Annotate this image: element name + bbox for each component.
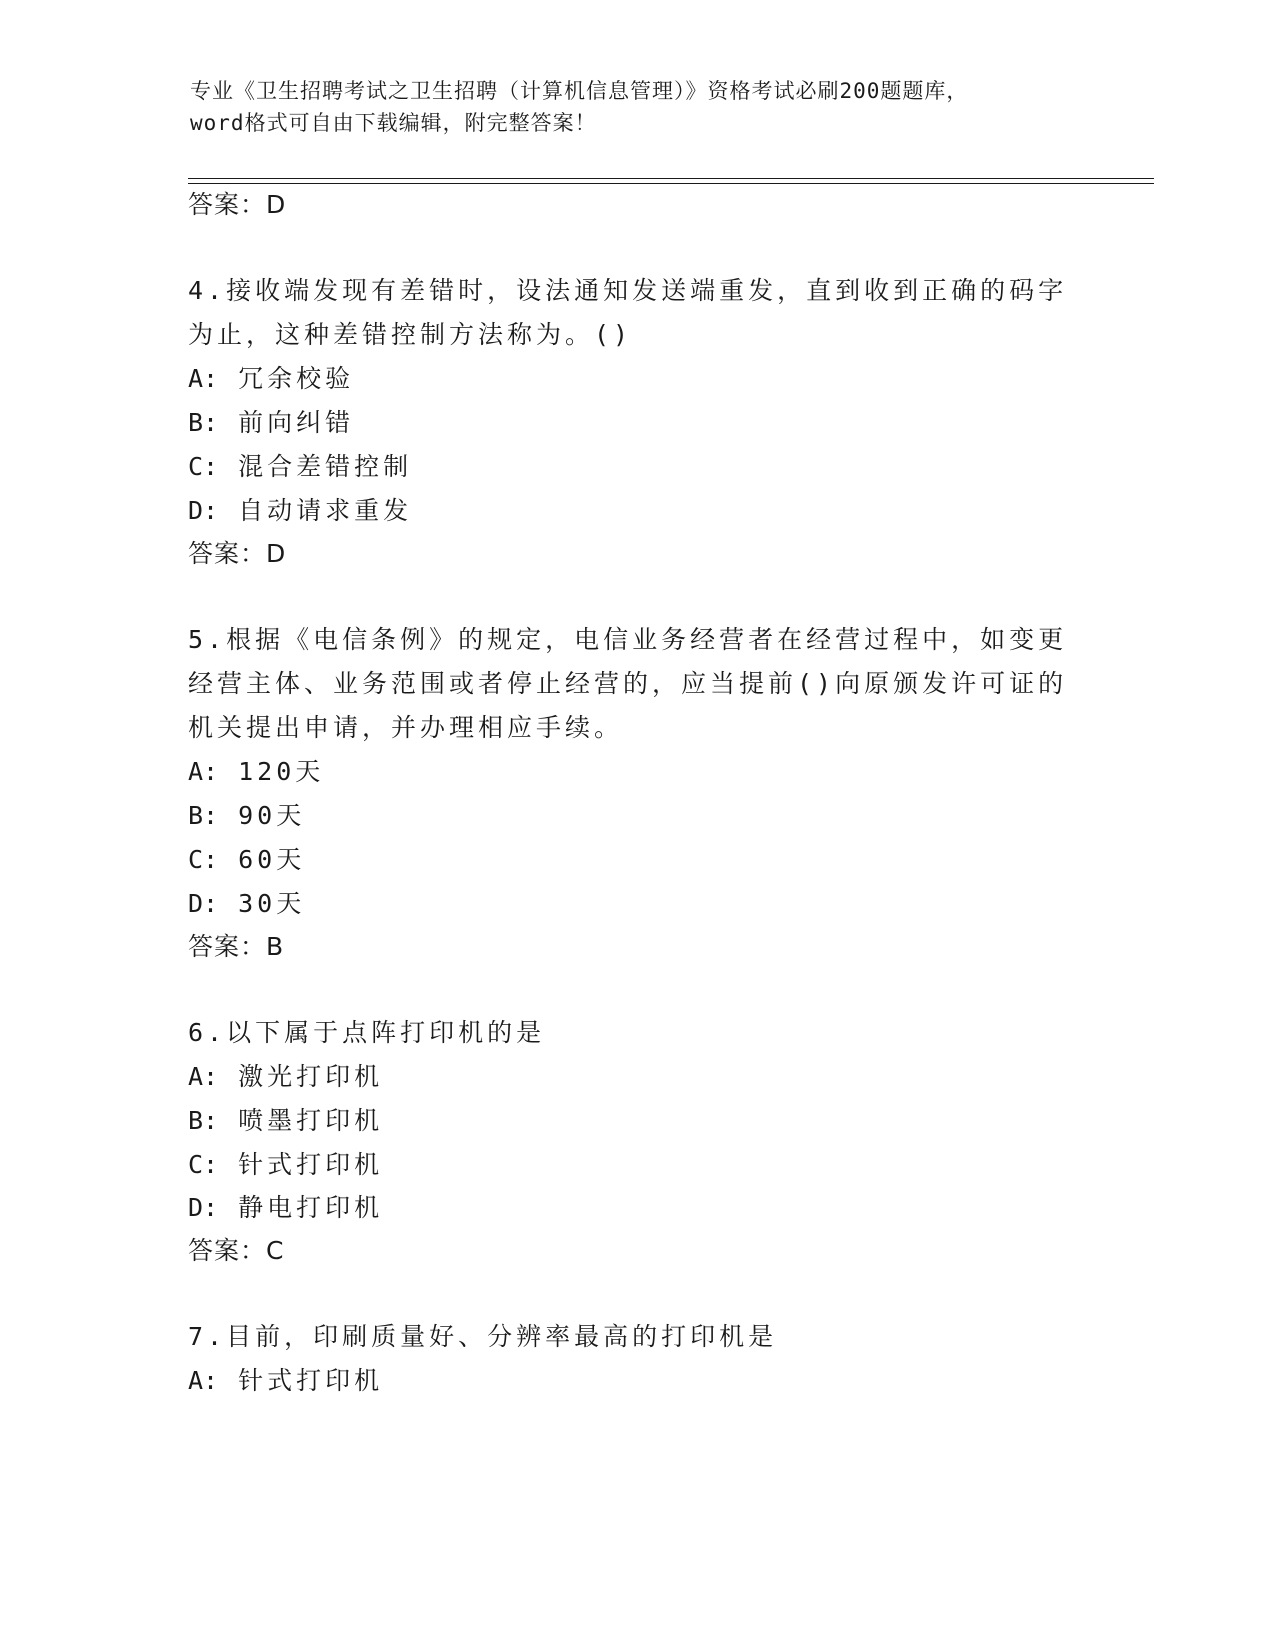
question-6-option-b	[188, 1106, 383, 1136]
question-4-option-d	[188, 496, 412, 526]
question-5-option-d	[188, 889, 305, 919]
option-text: 激光打印机	[238, 1062, 384, 1091]
option-key: A:	[188, 1062, 219, 1091]
header-line-1: 专业《卫生招聘考试之卫生招聘（计算机信息管理）》资格考试必刷200题题库，	[190, 79, 969, 103]
question-6-stem-line-1: 6.以下属于点阵打印机的是	[188, 1018, 546, 1047]
option-text: 60天	[238, 845, 306, 874]
option-key: A:	[188, 757, 219, 786]
option-text: 前向纠错	[238, 408, 355, 437]
option-text: 针式打印机	[238, 1150, 384, 1179]
question-4-stem-line-1: 4.接收端发现有差错时，设法通知发送端重发，直到收到正确的码字	[188, 276, 1068, 305]
header-divider-bottom	[188, 183, 1154, 184]
question-5-stem-line-2: 经营主体、业务范围或者停止经营的，应当提前()向原颁发许可证的	[188, 669, 1068, 698]
option-key: C:	[188, 845, 219, 874]
question-5-option-c	[188, 845, 305, 875]
option-key: D:	[188, 1193, 219, 1222]
question-4-stem-line-2: 为止，这种差错控制方法称为。()	[188, 320, 633, 349]
option-text: 针式打印机	[238, 1366, 384, 1395]
option-text: 自动请求重发	[238, 496, 413, 525]
option-key: D:	[188, 889, 219, 918]
option-key: A:	[188, 364, 219, 393]
document-header	[190, 75, 1090, 139]
question-6-answer: 答案：C	[188, 1236, 285, 1265]
option-key: B:	[188, 1106, 219, 1135]
option-text: 静电打印机	[238, 1193, 384, 1222]
question-4-option-a	[188, 364, 354, 394]
question-5-option-a	[188, 757, 324, 787]
question-6-option-c	[188, 1150, 383, 1180]
header-line-2: word格式可自由下载编辑，附完整答案！	[190, 111, 597, 135]
option-text: 混合差错控制	[238, 452, 413, 481]
option-key: C:	[188, 452, 219, 481]
previous-answer: 答案：D	[188, 190, 287, 219]
option-text: 30天	[238, 889, 306, 918]
question-4-answer: 答案：D	[188, 539, 287, 568]
question-7-option-a	[188, 1366, 383, 1396]
header-divider-top	[188, 178, 1154, 179]
option-text: 喷墨打印机	[238, 1106, 384, 1135]
option-text: 冗余校验	[238, 364, 355, 393]
question-4-option-b	[188, 408, 354, 438]
option-key: C:	[188, 1150, 219, 1179]
option-key: B:	[188, 408, 219, 437]
option-text: 120天	[238, 757, 325, 786]
question-5-stem-line-3: 机关提出申请，并办理相应手续。	[188, 713, 624, 742]
option-key: A:	[188, 1366, 219, 1395]
question-6-option-d	[188, 1193, 383, 1223]
option-text: 90天	[238, 801, 306, 830]
question-5-option-b	[188, 801, 305, 831]
question-5-stem-line-1: 5.根据《电信条例》的规定，电信业务经营者在经营过程中，如变更	[188, 625, 1068, 654]
question-7-stem-line-1: 7.目前，印刷质量好、分辨率最高的打印机是	[188, 1322, 778, 1351]
option-key: D:	[188, 496, 219, 525]
question-4-option-c	[188, 452, 412, 482]
question-5-answer: 答案：B	[188, 932, 285, 961]
question-6-option-a	[188, 1062, 383, 1092]
option-key: B:	[188, 801, 219, 830]
